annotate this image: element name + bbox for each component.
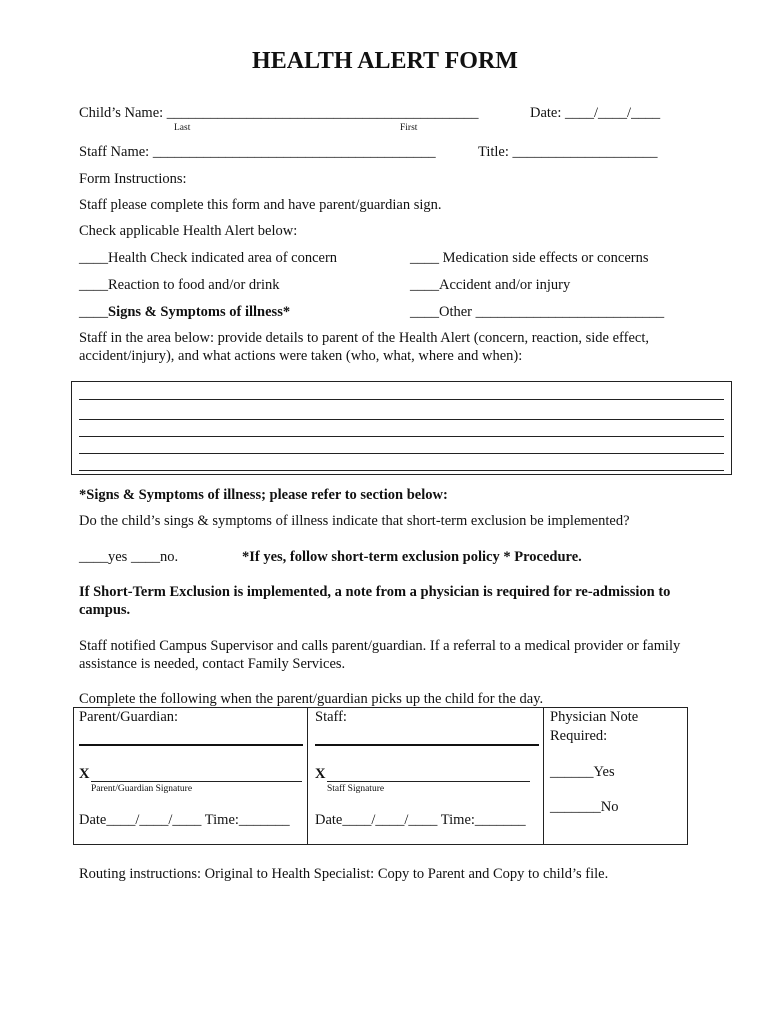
parent-date-time-field[interactable]: Date____/____/____ Time:_______ — [79, 812, 290, 828]
pickup-intro: Complete the following when the parent/guardian picks up the child for the day. — [79, 691, 544, 707]
rule-line — [79, 436, 724, 437]
exclusion-note-line-2: campus. — [79, 602, 131, 618]
staff-label: Staff: — [315, 709, 347, 725]
physician-no-field[interactable]: _______No — [550, 799, 619, 815]
signs-heading: *Signs & Symptoms of illness; please refer to section below: — [79, 487, 448, 503]
check-medication[interactable]: ____ Medication side effects or concerns — [410, 250, 649, 266]
check-food-reaction[interactable]: ____Reaction to food and/or drink — [79, 277, 280, 293]
notify-line-1: Staff notified Campus Supervisor and calls parent/guardian. If a referral to a medical provider or family — [79, 638, 681, 654]
instructions-heading: Form Instructions: — [79, 171, 187, 187]
physician-required-label: Required: — [550, 728, 608, 744]
parent-guardian-label: Parent/Guardian: — [79, 709, 179, 725]
rule-line — [79, 470, 724, 471]
table-divider — [543, 708, 544, 844]
check-health-concern[interactable]: ____Health Check indicated area of concern — [79, 250, 338, 266]
routing-instructions: Routing instructions: Original to Health Specialist: Copy to Parent and Copy to child’s file. — [79, 866, 609, 882]
rule-line — [79, 419, 724, 420]
parent-name-line[interactable] — [79, 744, 303, 746]
details-textbox[interactable] — [71, 381, 732, 475]
details-line-1: Staff in the area below: provide details to parent of the Health Alert (concern, reaction, side effect, — [79, 330, 649, 346]
staff-title-field[interactable]: Title: ____________________ — [478, 144, 658, 160]
date-field[interactable]: Date: ____/____/____ — [530, 105, 661, 121]
rule-line — [79, 453, 724, 454]
table-divider — [307, 708, 308, 844]
yes-no-field[interactable]: ____yes ____no. — [79, 549, 179, 565]
check-signs-symptoms[interactable] — [79, 303, 290, 321]
check-other[interactable]: ____Other __________________________ — [410, 304, 665, 320]
parent-signature-caption: Parent/Guardian Signature — [91, 784, 193, 794]
parent-x-mark: X — [79, 766, 90, 782]
check-applicable-line: Check applicable Health Alert below: — [79, 223, 298, 239]
staff-date-time-field[interactable]: Date____/____/____ Time:_______ — [315, 812, 526, 828]
exclusion-question: Do the child’s sings & symptoms of illness indicate that short-term exclusion be implemented? — [79, 513, 630, 529]
rule-line — [79, 399, 724, 400]
details-line-2: accident/injury), and what actions were taken (who, what, where and when): — [79, 348, 523, 364]
staff-x-mark: X — [315, 766, 326, 782]
physician-yes-field[interactable]: ______Yes — [550, 764, 615, 780]
check-accident[interactable]: ____Accident and/or injury — [410, 277, 571, 293]
exclusion-note-line-1: If Short-Term Exclusion is implemented, a note from a physician is required for re-admission to — [79, 584, 671, 600]
first-name-caption: First — [400, 123, 418, 133]
signs-blank: ____ — [79, 304, 108, 320]
staff-signature-line[interactable] — [327, 781, 530, 782]
staff-signature-caption: Staff Signature — [327, 784, 385, 794]
form-title: HEALTH ALERT FORM — [252, 48, 518, 74]
policy-note: *If yes, follow short-term exclusion policy * Procedure. — [242, 549, 582, 565]
parent-signature-line[interactable] — [91, 781, 302, 782]
signs-label: Signs & Symptoms of illness* — [108, 304, 291, 320]
child-name-field[interactable]: Child’s Name: ___________________________________________ — [79, 105, 479, 121]
last-name-caption: Last — [174, 123, 191, 133]
notify-line-2: assistance is needed, contact Family Services. — [79, 656, 346, 672]
physician-note-label: Physician Note — [550, 709, 639, 725]
staff-name-field[interactable]: Staff Name: _______________________________________ — [79, 144, 436, 160]
instructions-line: Staff please complete this form and have parent/guardian sign. — [79, 197, 442, 213]
staff-name-line[interactable] — [315, 744, 539, 746]
